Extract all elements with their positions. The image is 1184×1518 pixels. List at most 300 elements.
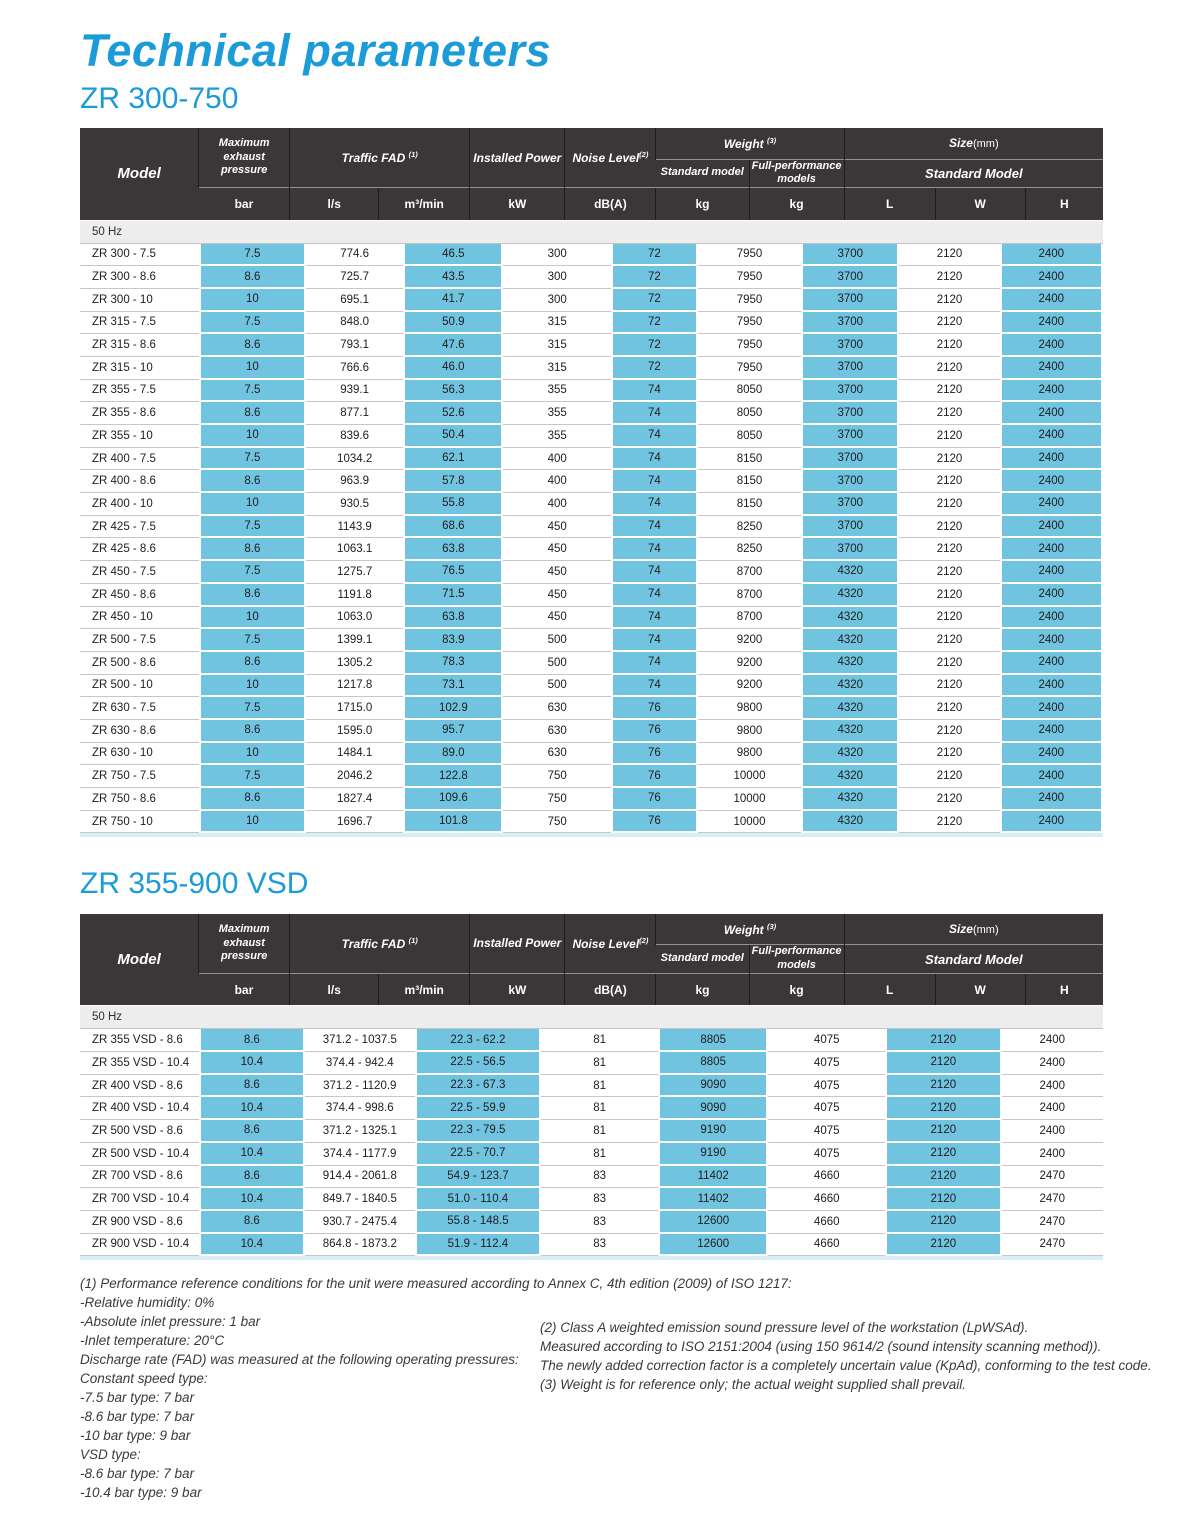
value-cell: 7950 — [698, 289, 801, 312]
model-cell: ZR 900 VSD - 10.4 — [80, 1234, 199, 1257]
col-header-size — [844, 914, 1103, 945]
value-cell: 2400 — [1002, 1029, 1103, 1052]
value-cell: 630 — [503, 743, 610, 766]
value-cell: 1305.2 — [306, 652, 403, 675]
value-cell: 2400 — [1000, 516, 1103, 539]
value-cell: 2120 — [899, 493, 999, 516]
value-cell: 2400 — [1000, 675, 1103, 698]
value-cell: 8.6 — [199, 334, 306, 357]
table-row — [80, 1211, 1103, 1234]
value-cell: 74 — [611, 493, 698, 516]
value-cell: 4320 — [801, 561, 899, 584]
unit-m3min: m³/min — [379, 188, 470, 220]
noise-level-label: Noise Level — [572, 936, 640, 951]
model-cell: ZR 700 VSD - 10.4 — [80, 1188, 199, 1211]
value-cell: 750 — [503, 765, 610, 788]
table-row — [80, 1075, 1103, 1098]
footnote-line: The newly added correction factor is a completely uncertain value (KpAd), conforming to the test code. — [540, 1358, 1152, 1374]
value-cell: 1034.2 — [306, 448, 403, 471]
unit-ls: l/s — [290, 973, 379, 1005]
value-cell: 73.1 — [403, 675, 503, 698]
value-cell: 10.4 — [199, 1052, 305, 1075]
unit-w: W — [935, 188, 1025, 220]
value-cell: 2120 — [885, 1075, 1002, 1098]
value-cell: 930.5 — [306, 493, 403, 516]
model-cell: ZR 355 - 10 — [80, 425, 199, 448]
value-cell: 2400 — [1000, 470, 1103, 493]
value-cell: 8.6 — [199, 1166, 305, 1189]
model-cell: ZR 700 VSD - 8.6 — [80, 1166, 199, 1189]
section-heading-zr300-750: ZR 300-750 — [80, 81, 239, 115]
table-row — [80, 516, 1103, 539]
table-row — [80, 1143, 1103, 1166]
value-cell: 72 — [611, 244, 698, 267]
value-cell: 8.6 — [199, 1075, 305, 1098]
value-cell: 10.4 — [199, 1097, 305, 1120]
value-cell: 10.4 — [199, 1234, 305, 1257]
traffic-fad-footnote-ref: (1) — [408, 150, 418, 159]
value-cell: 2400 — [1000, 493, 1103, 516]
value-cell: 51.9 - 112.4 — [415, 1234, 542, 1257]
value-cell: 2120 — [899, 584, 999, 607]
value-cell: 74 — [611, 402, 698, 425]
col-header-weight-full: Full-performance models — [749, 159, 844, 188]
value-cell: 2400 — [1000, 380, 1103, 403]
value-cell: 300 — [503, 266, 610, 289]
value-cell: 63.8 — [403, 607, 503, 630]
table-row — [80, 289, 1103, 312]
value-cell: 57.8 — [403, 470, 503, 493]
value-cell: 374.4 - 942.4 — [305, 1052, 414, 1075]
value-cell: 4320 — [801, 765, 899, 788]
table-body-zr300-750 — [80, 244, 1103, 834]
value-cell: 7.5 — [199, 561, 306, 584]
footnote-line: -8.6 bar type: 7 bar — [80, 1409, 195, 1425]
value-cell: 1063.1 — [306, 538, 403, 561]
value-cell: 8050 — [698, 425, 801, 448]
value-cell: 3700 — [801, 538, 899, 561]
table-row — [80, 629, 1103, 652]
value-cell: 315 — [503, 334, 610, 357]
value-cell: 2400 — [1000, 720, 1103, 743]
value-cell: 10 — [199, 811, 306, 834]
footnote-line: Constant speed type: — [80, 1371, 208, 1387]
value-cell: 2400 — [1000, 538, 1103, 561]
value-cell: 2120 — [885, 1234, 1002, 1257]
value-cell: 22.3 - 62.2 — [415, 1029, 542, 1052]
value-cell: 1217.8 — [306, 675, 403, 698]
value-cell: 1143.9 — [306, 516, 403, 539]
value-cell: 7.5 — [199, 629, 306, 652]
model-cell: ZR 425 - 8.6 — [80, 538, 199, 561]
value-cell: 695.1 — [306, 289, 403, 312]
value-cell: 12600 — [658, 1234, 768, 1257]
value-cell: 74 — [611, 607, 698, 630]
noise-level-footnote-ref: (2) — [639, 935, 649, 945]
value-cell: 450 — [503, 538, 610, 561]
value-cell: 4320 — [801, 697, 899, 720]
value-cell: 3700 — [801, 312, 899, 335]
value-cell: 81 — [541, 1052, 658, 1075]
model-cell: ZR 750 - 10 — [80, 811, 199, 834]
table-row — [80, 788, 1103, 811]
table-row — [80, 652, 1103, 675]
footnote-line: (2) Class A weighted emission sound pressure level of the workstation (LpWSAd). — [540, 1320, 1029, 1336]
col-header-model: Model — [117, 951, 161, 969]
value-cell: 4075 — [768, 1052, 885, 1075]
value-cell: 22.3 - 79.5 — [415, 1120, 542, 1143]
table-row — [80, 402, 1103, 425]
value-cell: 3700 — [801, 516, 899, 539]
value-cell: 2120 — [885, 1029, 1002, 1052]
value-cell: 10 — [199, 743, 306, 766]
value-cell: 3700 — [801, 266, 899, 289]
value-cell: 1696.7 — [306, 811, 403, 834]
value-cell: 2470 — [1002, 1188, 1103, 1211]
value-cell: 10000 — [698, 788, 801, 811]
value-cell: 2120 — [899, 561, 999, 584]
table-row — [80, 811, 1103, 834]
value-cell: 10 — [199, 493, 306, 516]
value-cell: 74 — [611, 448, 698, 471]
value-cell: 849.7 - 1840.5 — [305, 1188, 414, 1211]
value-cell: 8700 — [698, 561, 801, 584]
value-cell: 2120 — [899, 652, 999, 675]
value-cell: 4320 — [801, 675, 899, 698]
footnote-line: -Inlet temperature: 20°C — [80, 1333, 225, 1349]
value-cell: 8.6 — [199, 402, 306, 425]
value-cell: 4320 — [801, 629, 899, 652]
value-cell: 101.8 — [403, 811, 503, 834]
footnote-line: -10 bar type: 9 bar — [80, 1428, 191, 1444]
value-cell: 1595.0 — [306, 720, 403, 743]
value-cell: 2400 — [1000, 584, 1103, 607]
noise-level-footnote-ref: (2) — [639, 150, 649, 159]
value-cell: 76 — [611, 697, 698, 720]
footnote-line: Measured according to ISO 2151:2004 (using 150 9614/2 (sound intensity scanning method)). — [540, 1339, 1102, 1355]
value-cell: 450 — [503, 561, 610, 584]
col-header-installed-power: Installed Power — [470, 128, 565, 188]
table-row — [80, 357, 1103, 380]
value-cell: 9090 — [658, 1075, 768, 1098]
table-row — [80, 697, 1103, 720]
value-cell: 68.6 — [403, 516, 503, 539]
table-row — [80, 607, 1103, 630]
value-cell: 9800 — [698, 720, 801, 743]
value-cell: 939.1 — [306, 380, 403, 403]
value-cell: 8.6 — [199, 538, 306, 561]
col-header-weight-standard: Standard model — [656, 945, 749, 974]
value-cell: 4075 — [768, 1097, 885, 1120]
weight-label: Weight — [723, 922, 764, 937]
value-cell: 774.6 — [306, 244, 403, 267]
value-cell: 400 — [503, 470, 610, 493]
noise-level-label: Noise Level — [572, 151, 640, 165]
value-cell: 71.5 — [403, 584, 503, 607]
value-cell: 7950 — [698, 334, 801, 357]
value-cell: 7.5 — [199, 244, 306, 267]
model-cell: ZR 315 - 8.6 — [80, 334, 199, 357]
model-cell: ZR 400 VSD - 10.4 — [80, 1097, 199, 1120]
value-cell: 2120 — [899, 334, 999, 357]
value-cell: 76 — [611, 811, 698, 834]
value-cell: 122.8 — [403, 765, 503, 788]
value-cell: 46.5 — [403, 244, 503, 267]
table-row — [80, 493, 1103, 516]
value-cell: 3700 — [801, 289, 899, 312]
size-unit-label: (mm) — [972, 924, 999, 937]
value-cell: 8.6 — [199, 1211, 305, 1234]
value-cell: 9800 — [698, 743, 801, 766]
table-row — [80, 561, 1103, 584]
value-cell: 450 — [503, 584, 610, 607]
model-cell: ZR 315 - 10 — [80, 357, 199, 380]
value-cell: 4320 — [801, 743, 899, 766]
value-cell: 2400 — [1000, 743, 1103, 766]
size-label: Size — [948, 136, 973, 151]
value-cell: 10000 — [698, 765, 801, 788]
value-cell: 83.9 — [403, 629, 503, 652]
value-cell: 2120 — [899, 607, 999, 630]
value-cell: 22.5 - 59.9 — [415, 1097, 542, 1120]
value-cell: 8805 — [658, 1029, 768, 1052]
value-cell: 76 — [611, 765, 698, 788]
value-cell: 4660 — [768, 1188, 885, 1211]
value-cell: 355 — [503, 380, 610, 403]
model-cell: ZR 400 - 7.5 — [80, 448, 199, 471]
value-cell: 2120 — [899, 765, 999, 788]
model-cell: ZR 355 - 8.6 — [80, 402, 199, 425]
value-cell: 83 — [541, 1188, 658, 1211]
model-cell: ZR 500 - 10 — [80, 675, 199, 698]
col-header-traffic-fad — [290, 128, 470, 188]
value-cell: 8.6 — [199, 584, 306, 607]
value-cell: 7.5 — [199, 448, 306, 471]
value-cell: 10 — [199, 675, 306, 698]
value-cell: 2120 — [899, 811, 999, 834]
value-cell: 54.9 - 123.7 — [415, 1166, 542, 1189]
value-cell: 4320 — [801, 652, 899, 675]
value-cell: 9800 — [698, 697, 801, 720]
value-cell: 371.2 - 1120.9 — [305, 1075, 414, 1098]
value-cell: 74 — [611, 584, 698, 607]
value-cell: 74 — [611, 425, 698, 448]
value-cell: 2120 — [885, 1097, 1002, 1120]
value-cell: 3700 — [801, 493, 899, 516]
traffic-fad-footnote-ref: (1) — [408, 935, 418, 945]
value-cell: 355 — [503, 402, 610, 425]
value-cell: 2400 — [1000, 334, 1103, 357]
table-row — [80, 584, 1103, 607]
value-cell: 81 — [541, 1143, 658, 1166]
value-cell: 374.4 - 998.6 — [305, 1097, 414, 1120]
value-cell: 3700 — [801, 425, 899, 448]
value-cell: 864.8 - 1873.2 — [305, 1234, 414, 1257]
value-cell: 2400 — [1000, 425, 1103, 448]
value-cell: 9200 — [698, 675, 801, 698]
col-header-noise-level — [565, 914, 656, 974]
value-cell: 2120 — [899, 629, 999, 652]
col-header-noise-level — [565, 128, 656, 188]
value-cell: 8.6 — [199, 788, 306, 811]
value-cell: 374.4 - 1177.9 — [305, 1143, 414, 1166]
value-cell: 3700 — [801, 448, 899, 471]
value-cell: 7.5 — [199, 765, 306, 788]
value-cell: 8805 — [658, 1052, 768, 1075]
value-cell: 1484.1 — [306, 743, 403, 766]
table-row — [80, 1166, 1103, 1189]
value-cell: 10.4 — [199, 1143, 305, 1166]
value-cell: 2120 — [885, 1120, 1002, 1143]
weight-label: Weight — [723, 136, 764, 151]
value-cell: 46.0 — [403, 357, 503, 380]
size-unit-label: (mm) — [972, 138, 999, 151]
value-cell: 74 — [611, 380, 698, 403]
value-cell: 50.4 — [403, 425, 503, 448]
value-cell: 2400 — [1002, 1075, 1103, 1098]
value-cell: 2400 — [1000, 244, 1103, 267]
table-row — [80, 1052, 1103, 1075]
weight-footnote-ref: (3) — [767, 921, 777, 931]
value-cell: 2400 — [1000, 357, 1103, 380]
traffic-fad-label: Traffic FAD — [341, 151, 406, 165]
value-cell: 355 — [503, 425, 610, 448]
value-cell: 109.6 — [403, 788, 503, 811]
table-zr300-750 — [80, 128, 1103, 837]
model-cell: ZR 630 - 7.5 — [80, 697, 199, 720]
value-cell: 22.5 - 56.5 — [415, 1052, 542, 1075]
value-cell: 4320 — [801, 811, 899, 834]
value-cell: 839.6 — [306, 425, 403, 448]
value-cell: 7950 — [698, 244, 801, 267]
value-cell: 8.6 — [199, 1120, 305, 1143]
unit-kw: kW — [470, 973, 565, 1005]
value-cell: 3700 — [801, 334, 899, 357]
footnote-line: (3) Weight is for reference only; the actual weight supplied shall prevail. — [540, 1377, 966, 1393]
value-cell: 52.6 — [403, 402, 503, 425]
value-cell: 2120 — [899, 697, 999, 720]
col-header-weight — [656, 914, 844, 945]
unit-kg-standard: kg — [656, 973, 749, 1005]
value-cell: 2400 — [1000, 289, 1103, 312]
value-cell: 4075 — [768, 1029, 885, 1052]
value-cell: 2400 — [1002, 1052, 1103, 1075]
value-cell: 83 — [541, 1166, 658, 1189]
value-cell: 11402 — [658, 1166, 768, 1189]
value-cell: 81 — [541, 1029, 658, 1052]
value-cell: 76 — [611, 720, 698, 743]
value-cell: 300 — [503, 244, 610, 267]
table-bottom-strip — [80, 833, 1103, 837]
value-cell: 81 — [541, 1075, 658, 1098]
value-cell: 7.5 — [199, 516, 306, 539]
col-header-size — [844, 128, 1103, 159]
value-cell: 2400 — [1002, 1120, 1103, 1143]
value-cell: 4075 — [768, 1143, 885, 1166]
model-cell: ZR 500 VSD - 8.6 — [80, 1120, 199, 1143]
value-cell: 2120 — [899, 425, 999, 448]
value-cell: 51.0 - 110.4 — [415, 1188, 542, 1211]
table-row — [80, 312, 1103, 335]
value-cell: 2120 — [885, 1143, 1002, 1166]
traffic-fad-label: Traffic FAD — [341, 936, 406, 951]
model-cell: ZR 450 - 10 — [80, 607, 199, 630]
model-cell: ZR 450 - 8.6 — [80, 584, 199, 607]
value-cell: 11402 — [658, 1188, 768, 1211]
value-cell: 10 — [199, 289, 306, 312]
value-cell: 9200 — [698, 652, 801, 675]
table-body-zr355-900-vsd — [80, 1029, 1103, 1256]
value-cell: 74 — [611, 516, 698, 539]
value-cell: 9190 — [658, 1143, 768, 1166]
col-header-weight-standard: Standard model — [656, 159, 749, 188]
value-cell: 1191.8 — [306, 584, 403, 607]
value-cell: 725.7 — [306, 266, 403, 289]
value-cell: 4320 — [801, 788, 899, 811]
model-cell: ZR 450 - 7.5 — [80, 561, 199, 584]
section-heading-zr355-900-vsd: ZR 355-900 VSD — [80, 867, 309, 901]
value-cell: 74 — [611, 470, 698, 493]
col-header-installed-power: Installed Power — [470, 914, 565, 974]
value-cell: 63.8 — [403, 538, 503, 561]
value-cell: 630 — [503, 697, 610, 720]
model-cell: ZR 500 - 8.6 — [80, 652, 199, 675]
value-cell: 2120 — [899, 357, 999, 380]
model-cell: ZR 425 - 7.5 — [80, 516, 199, 539]
value-cell: 1399.1 — [306, 629, 403, 652]
footnotes-right-column — [540, 1318, 1152, 1394]
unit-l: L — [844, 973, 935, 1005]
value-cell: 2470 — [1002, 1211, 1103, 1234]
table-zr355-900-vsd — [80, 914, 1103, 1260]
value-cell: 1827.4 — [306, 788, 403, 811]
value-cell: 315 — [503, 357, 610, 380]
value-cell: 2120 — [899, 743, 999, 766]
value-cell: 74 — [611, 675, 698, 698]
value-cell: 2120 — [899, 244, 999, 267]
value-cell: 450 — [503, 607, 610, 630]
value-cell: 41.7 — [403, 289, 503, 312]
value-cell: 4660 — [768, 1211, 885, 1234]
table-row — [80, 1234, 1103, 1257]
value-cell: 7.5 — [199, 312, 306, 335]
value-cell: 8150 — [698, 470, 801, 493]
unit-h: H — [1025, 973, 1103, 1005]
value-cell: 22.3 - 67.3 — [415, 1075, 542, 1098]
value-cell: 2400 — [1000, 697, 1103, 720]
value-cell: 72 — [611, 266, 698, 289]
table-row — [80, 1188, 1103, 1211]
table-row — [80, 1120, 1103, 1143]
value-cell: 76 — [611, 788, 698, 811]
value-cell: 2120 — [899, 788, 999, 811]
value-cell: 55.8 - 148.5 — [415, 1211, 542, 1234]
value-cell: 2046.2 — [306, 765, 403, 788]
value-cell: 22.5 - 70.7 — [415, 1143, 542, 1166]
footnote-line: -10.4 bar type: 9 bar — [80, 1485, 202, 1501]
value-cell: 74 — [611, 538, 698, 561]
value-cell: 50.9 — [403, 312, 503, 335]
table-row — [80, 380, 1103, 403]
table-row — [80, 244, 1103, 267]
value-cell: 3700 — [801, 402, 899, 425]
table-row — [80, 1097, 1103, 1120]
value-cell: 8700 — [698, 607, 801, 630]
frequency-band-50hz: 50 Hz — [80, 221, 1103, 244]
col-header-size-standard: Standard Model — [844, 945, 1103, 974]
footnote-line: -Relative humidity: 0% — [80, 1295, 215, 1311]
value-cell: 9190 — [658, 1120, 768, 1143]
